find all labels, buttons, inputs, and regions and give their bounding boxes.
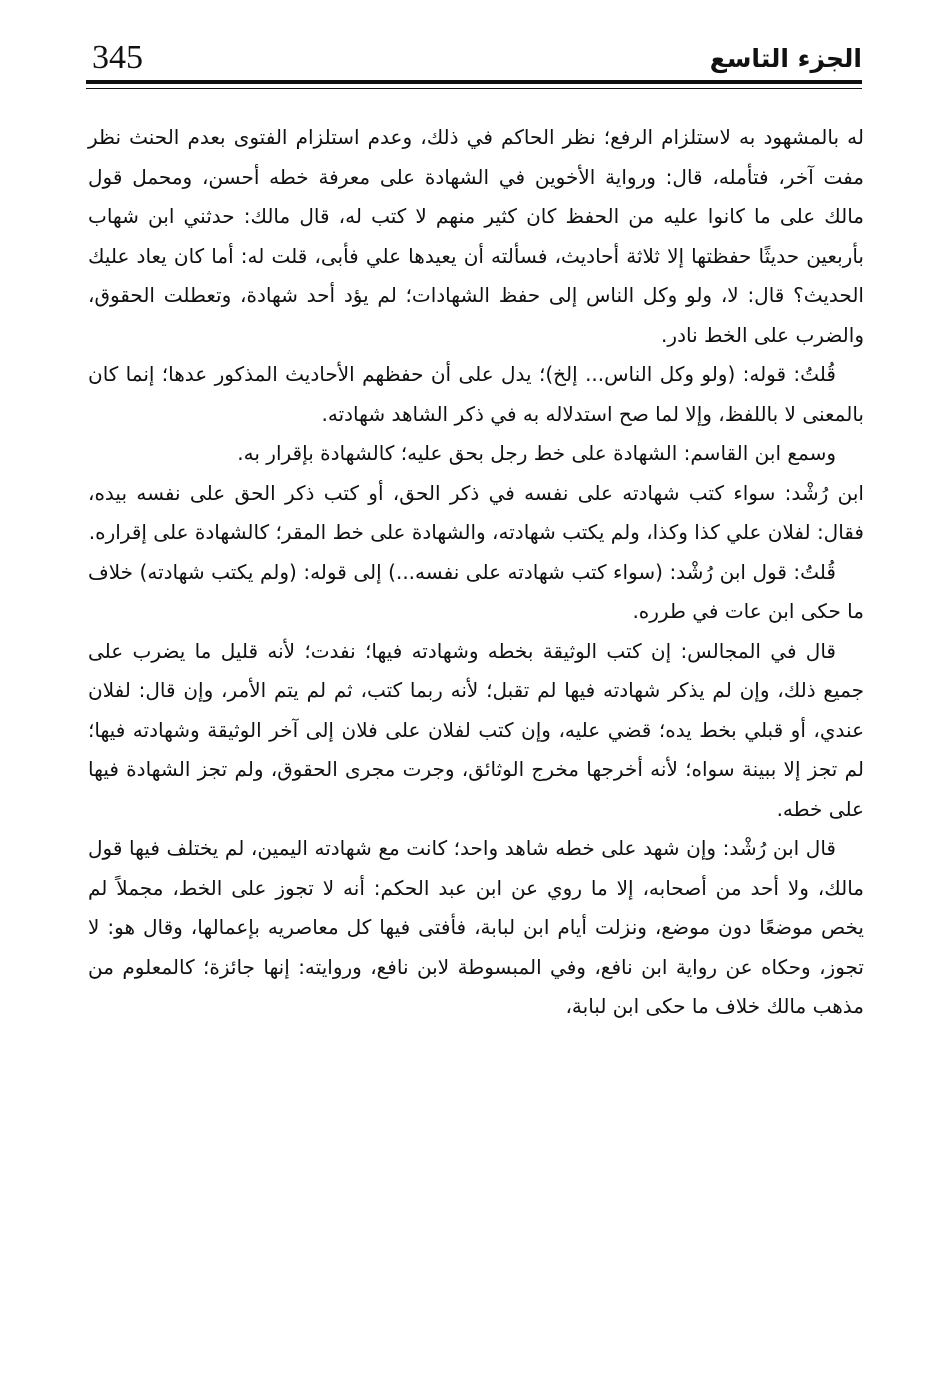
running-title: الجزء التاسع — [709, 44, 862, 73]
paragraph-1: له بالمشهود به لاستلزام الرفع؛ نظر الحاكم في ذلك، وعدم استلزام الفتوى بعدم الحنث نظر مفت آخر، فتأمله، قال: ورواية الأخوين في الشهادة على معرفة خطه أحسن، ومحمل قول مالك على ما كانوا عليه من الحفظ كان كثير منهم لا كتب له، قال مالك: حدثني ابن شهاب بأربعين حديثًا حفظتها إلا ثلاثة أحاديث، فسألته أن يعيدها علي فأبى، قلت له: أما كان يعاد عليك الحديث؟ قال: لا، ولو وكل الناس إلى حفظ الشهادات؛ لم يؤد أحد شهادة، وتعطلت الحقوق، والضرب على الخط نادر. — [88, 125, 864, 347]
header-rule-thick — [86, 80, 862, 84]
paragraph-3: وسمع ابن القاسم: الشهادة على خط رجل بحق عليه؛ كالشهادة بإقرار به. — [237, 441, 836, 465]
paragraph-4: ابن رُشْد: سواء كتب شهادته على نفسه في ذكر الحق، أو كتب ذكر الحق على نفسه بيده، فقال: لفلان علي كذا وكذا، ولم يكتب شهادته، والشهادة على خط المقر؛ كالشهادة على إقراره. — [88, 480, 864, 544]
body-text — [88, 118, 864, 1027]
paragraph-5: قُلتُ: قول ابن رُشْد: (سواء كتب شهادته على نفسه...) إلى قوله: (ولم يكتب شهادته) خلاف ما حكى ابن عات في طرره. — [88, 559, 864, 623]
page-header — [86, 38, 862, 86]
paragraph-6: قال في المجالس: إن كتب الوثيقة بخطه وشهادته فيها؛ نفدت؛ لأنه قليل ما يضرب على جميع ذلك، وإن لم يذكر شهادته فيها لم تقبل؛ لأنه ربما كتب، ثم لم يتم الأمر، وإن قال: لفلان عندي، أو قبلي بخط يده؛ قضي عليه، وإن كتب لفلان على فلان إلى آخر الوثيقة وشهادته فيها؛ لم تجز إلا ببينة سواه؛ لأنه أخرجها مخرج الوثائق، وجرت مجرى الحقوق، ولم تجز الشهادة فيها على خطه. — [88, 638, 864, 821]
header-rule-thin — [86, 88, 862, 89]
paragraph-7: قال ابن رُشْد: وإن شهد على خطه شاهد واحد؛ كانت مع شهادته اليمين، لم يختلف فيها قول مالك، ولا أحد من أصحابه، إلا ما روي عن ابن عبد الحكم: أنه لا تجوز على الخط، مجملاً لم يخص موضعًا دون موضع، ونزلت أيام ابن لبابة، فأفتى فيها كل معاصريه بإعمالها، وقال هو: لا تجوز، وحكاه عن رواية ابن نافع، وفي المبسوطة لابن نافع، وروايته: إنها جائزة؛ كالمعلوم من مذهب مالك خلاف ما حكى ابن لبابة، — [88, 836, 864, 1018]
paragraph-2: قُلتُ: قوله: (ولو وكل الناس... إلخ)؛ يدل على أن حفظهم الأحاديث المذكور عدها؛ إنما كان بالمعنى لا باللفظ، وإلا لما صح استدلاله به في ذكر الشاهد شهادته. — [88, 362, 864, 426]
page-number: 345 — [92, 39, 143, 76]
